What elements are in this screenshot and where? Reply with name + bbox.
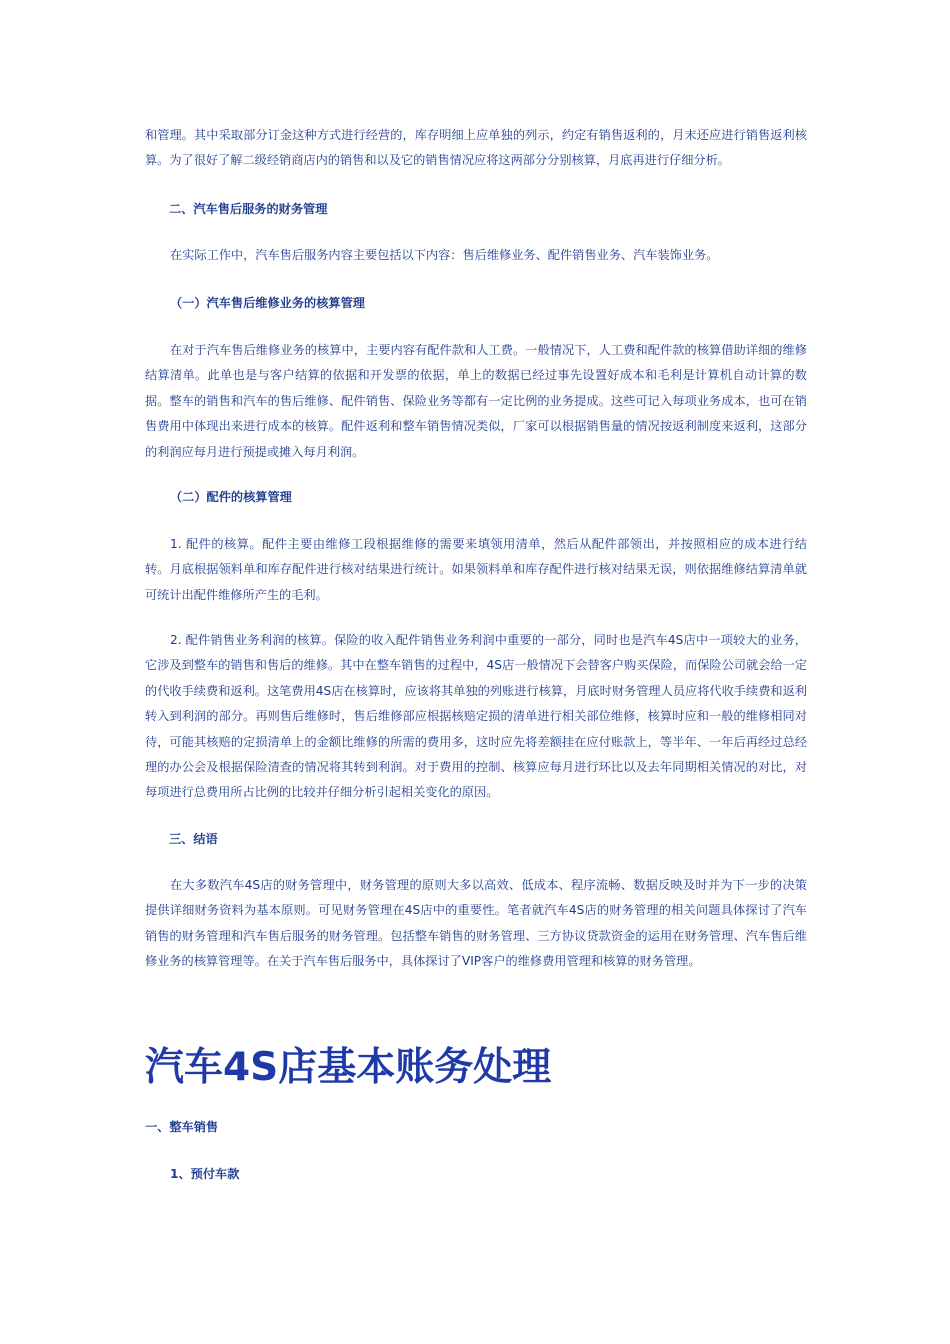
repair-accounting-paragraph: 在对于汽车售后维修业务的核算中，主要内容有配件款和人工费。一般情况下，人工费和配件款的核算借助详细的维修结算清单。此单也是与客户结算的依据和开发票的依据，单上的数据已经过事先设置好成本和毛利是计算机自动计算的数据。整车的销售和汽车的售后维修、配件销售、保险业务等都有一定比例的业务提成。这些可记入每项业务成本，也可在销售费用中体现出来进行成本的核算。配件返利和整车销售情况类似，厂家可以根据销售量的情况按返利制度来返利，这部分的利润应每月进行预提或摊入每月利润。	[145, 343, 807, 459]
parts-accounting-paragraph-1: 1. 配件的核算。配件主要由维修工段根据维修的需要来填领用清单，然后从配件部领出，并按照相应的成本进行结转。月底根据领料单和库存配件进行核对结果进行统计。如果领料单和库存配件进行核对结果无误，则依据维修结算清单就可统计出配件维修所产生的毛利。	[145, 537, 807, 602]
parts-accounting-paragraph-2: 2. 配件销售业务利润的核算。保险的收入配件销售业务利润中重要的一部分，同时也是汽车4S店中一项较大的业务，它涉及到整车的销售和售后的维修。其中在整车销售的过程中，4S店一般情况下会替客户购买保险，而保险公司就会给一定的代收手续费和返利。这笔费用4S店在核算时，应该将其单独的列账进行核算，月底时财务管理人员应将代收手续费和返利转入到利润的部分。再则售后维修时，售后维修部应根据核赔定损的清单进行相关部位维修，核算时应和一般的维修相同对待，可能其核赔的定损清单上的金额比维修的所需的费用多，这时应先将差额挂在应付账款上，等半年、一年后再经过总经理的办公会及根据保险清查的情况将其转到利润。对于费用的控制、核算应每月进行环比以及去年同期相关情况的对比，对每项进行总费用所占比例的比较并仔细分析引起相关变化的原因。	[145, 633, 807, 800]
section-heading-conclusion: 三、结语	[169, 832, 218, 846]
section-heading-vehicle-sales: 一、整车销售	[145, 1120, 219, 1134]
page-title: 汽车4S店基本账务处理	[145, 1045, 552, 1090]
subheading-parts-accounting: （二）配件的核算管理	[170, 490, 292, 504]
subheading-repair-accounting: （一）汽车售后维修业务的核算管理	[170, 296, 365, 310]
after-sales-paragraph: 在实际工作中，汽车售后服务内容主要包括以下内容：售后维修业务、配件销售业务、汽车装饰业务。	[170, 248, 719, 262]
conclusion-paragraph: 在大多数汽车4S店的财务管理中，财务管理的原则大多以高效、低成本、程序流畅、数据反映及时并为下一步的决策提供详细财务资料为基本原则。可见财务管理在4S店中的重要性。笔者就汽车4S店的财务管理的相关问题具体探讨了汽车销售的财务管理和汽车售后服务的财务管理。包括整车销售的财务管理、三方协议贷款资金的运用在财务管理、汽车售后维修业务的核算管理等。在关于汽车售后服务中，具体探讨了VIP客户的维修费用管理和核算的财务管理。	[145, 878, 807, 969]
subheading-prepay: 1、预付车款	[170, 1167, 240, 1181]
intro-paragraph: 和管理。其中采取部分订金这种方式进行经营的，库存明细上应单独的列示，约定有销售返利的，月末还应进行销售返利核算。为了很好了解二级经销商店内的销售和以及它的销售情况应将这两部分分别核算，月底再进行仔细分析。	[145, 128, 807, 168]
section-heading-after-sales: 二、汽车售后服务的财务管理	[169, 202, 328, 216]
